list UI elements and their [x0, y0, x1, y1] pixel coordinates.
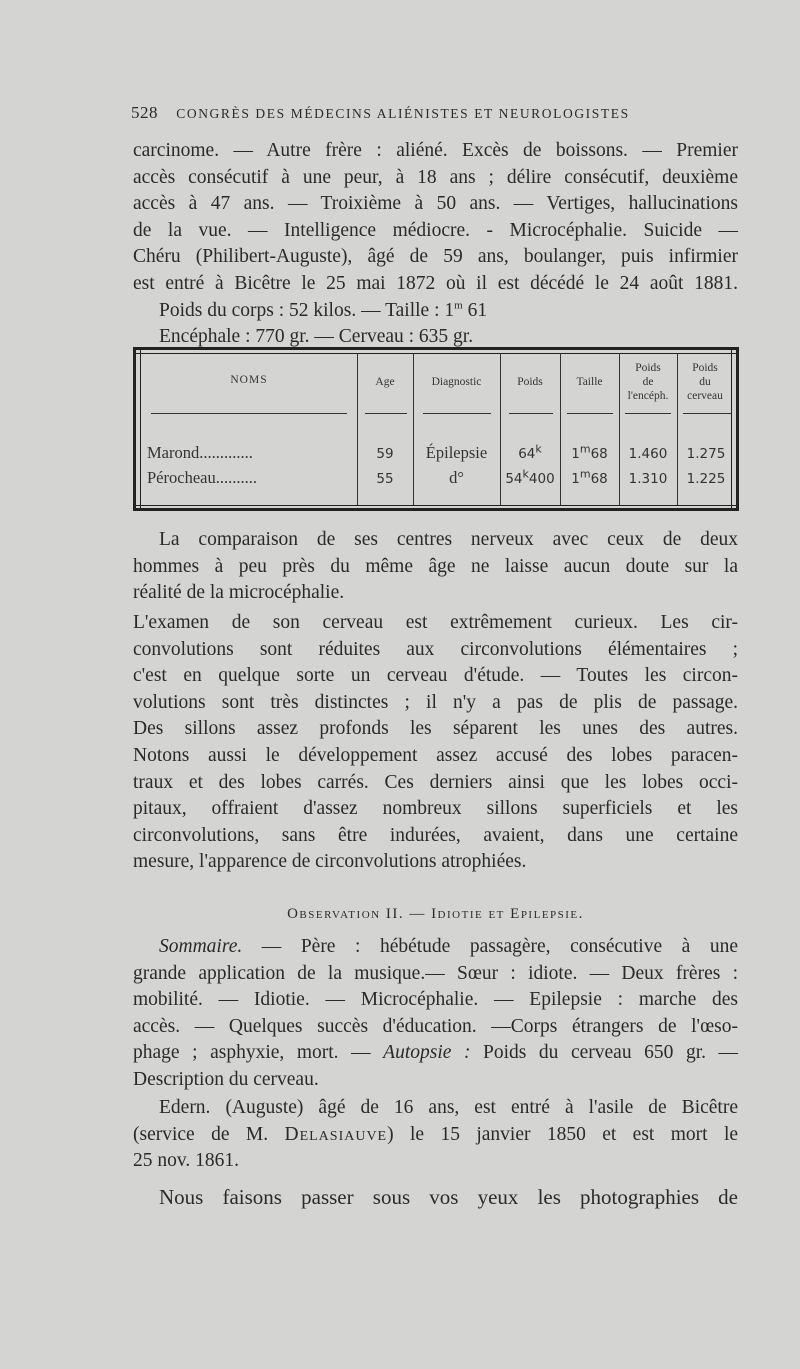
text-line: est entré à Bicêtre le 25 mai 1872 où il est décédé le 24 août 1881. [133, 272, 738, 294]
table-cell-poids: 64$^k$ [518, 442, 542, 462]
text-line: grande application de la musique.— Sœur : idiote. — Deux frères : [133, 962, 738, 984]
text-line: Edern. (Auguste) âgé de 16 ans, est entré à l'asile de Bicêtre [159, 1097, 738, 1118]
text-line: circonvolutions, sans être indurées, avaient, dans une certaine [133, 824, 738, 846]
text-line: hommes à peu près du même âge ne laisse aucun doute sur la [133, 555, 738, 577]
text-line: Des sillons assez profonds les séparent les unes des autres. [133, 718, 738, 740]
header-rule [683, 413, 731, 414]
text-line: accès à 47 ans. — Troixième à 50 ans. — Vertiges, hallucinations [133, 193, 738, 215]
text-line: mobilité. — Idiotie. — Microcéphalie. — Epilepsie : marche des [133, 989, 738, 1011]
text-line: convolutions sont réduites aux circonvolutions élémentaires ; [133, 638, 738, 660]
comparison-table [133, 347, 739, 512]
text-line: accès. — Quelques succès d'éducation. —Corps étrangers de l'œso- [133, 1015, 738, 1037]
table-cell-diagnostic: d° [449, 468, 464, 487]
text-line: Chéru (Philibert-Auguste), âgé de 59 ans, boulanger, puis infirmier [133, 246, 738, 268]
header-rule [151, 413, 347, 414]
text-line: c'est en quelque sorte un cerveau d'étude. — Toutes les circon- [133, 665, 738, 687]
header-rule [567, 413, 613, 414]
table-border [133, 353, 739, 354]
header-rule [509, 413, 553, 414]
table-cell-taille: 1$^m$68 [571, 467, 608, 487]
text-line: mesure, l'apparence de circonvolutions atrophiées. [133, 851, 527, 873]
running-title: CONGRÈS DES MÉDECINS ALIÉNISTES ET NEUROLOGISTES [176, 106, 630, 121]
sommaire-paragraph [133, 934, 738, 1094]
body-weight-line: Poids du corps : 52 kilos. — Taille : 1$^m$ 61 [159, 299, 488, 321]
comparison-paragraph [133, 527, 738, 607]
encephale-line: Encéphale : 770 gr. — Cerveau : 635 gr. [159, 326, 474, 348]
table-cell-taille: 1$^m$68 [571, 442, 608, 462]
text-line: Description du cerveau. [133, 1068, 319, 1090]
text-line: de la vue. — Intelligence médiocre. - Microcéphalie. Suicide — [133, 219, 738, 241]
text-line: réalité de la microcéphalie. [133, 582, 345, 604]
table-border [133, 508, 739, 511]
table-border [133, 505, 739, 506]
table-cell-cerveau: 1.225 [686, 471, 726, 487]
table-cell-cerveau: 1.275 [686, 446, 726, 462]
text-line: La comparaison de ses centres nerveux avec ceux de deux [159, 529, 738, 550]
col-header-age: Age [375, 376, 395, 388]
header-rule [423, 413, 491, 414]
text-line: carcinome. — Autre frère : aliéné. Excès de boissons. — Premier [133, 140, 738, 161]
table-row-name: Pérocheau.......... [147, 468, 257, 487]
table-border [133, 347, 739, 350]
col-header-poids-encephale: Poids de l'encéph. [627, 362, 669, 402]
text-line: accès consécutif à une peur, à 18 ans ; délire consécutif, deuxième [133, 166, 738, 188]
text-line: Notons aussi le développement assez accusé des lobes paracen- [133, 744, 738, 766]
text-line: traux et des lobes carrés. Ces derniers ainsi que les lobes occi- [133, 771, 738, 793]
text-line: (service de M. Delasiauve) le 15 janvier 1850 et est mort le [133, 1123, 739, 1145]
text-line: Nous faisons passer sous vos yeux les photographies de [159, 1185, 738, 1209]
table-row-name: Marond............. [147, 443, 253, 462]
text-line: pitaux, offraient d'assez nombreux sillons superficiels et les [133, 798, 738, 820]
table-cell-diagnostic: Épilepsie [425, 443, 488, 462]
final-paragraph [133, 1184, 738, 1211]
table-cell-age: 59 [376, 446, 394, 462]
col-header-diagnostic: Diagnostic [431, 376, 482, 388]
text-line: 25 nov. 1861. [133, 1150, 239, 1172]
col-header-poids: Poids [517, 376, 543, 388]
text-line: volutions sont très distinctes ; il n'y a pas de plis de passage. [133, 691, 738, 713]
table-cell-age: 55 [376, 471, 394, 487]
exam-paragraph [133, 610, 738, 876]
table-cell-encephale: 1.310 [628, 471, 668, 487]
col-header-taille: Taille [576, 376, 603, 388]
intro-paragraph [133, 138, 738, 351]
table-cell-encephale: 1.460 [628, 446, 668, 462]
header-rule [625, 413, 671, 414]
page-number: 528 [131, 103, 158, 122]
edern-paragraph [133, 1095, 738, 1175]
table-border [133, 347, 141, 511]
header-rule [365, 413, 407, 414]
col-header-noms: NOMS [230, 374, 268, 386]
text-line: phage ; asphyxie, mort. — Autopsie : Poids du cerveau 650 gr. — [133, 1042, 739, 1064]
text-line: L'examen de son cerveau est extrêmement curieux. Les cir- [133, 612, 738, 633]
text-line: Sommaire. — Père : hébétude passagère, consécutive à une [159, 936, 738, 957]
table-cell-poids: 54$^k$400 [505, 467, 555, 487]
running-header [131, 103, 751, 123]
observation-heading: Observation II. — Idiotie et Epilepsie. [287, 906, 584, 922]
col-header-poids-cerveau: Poids du cerveau [687, 362, 723, 402]
